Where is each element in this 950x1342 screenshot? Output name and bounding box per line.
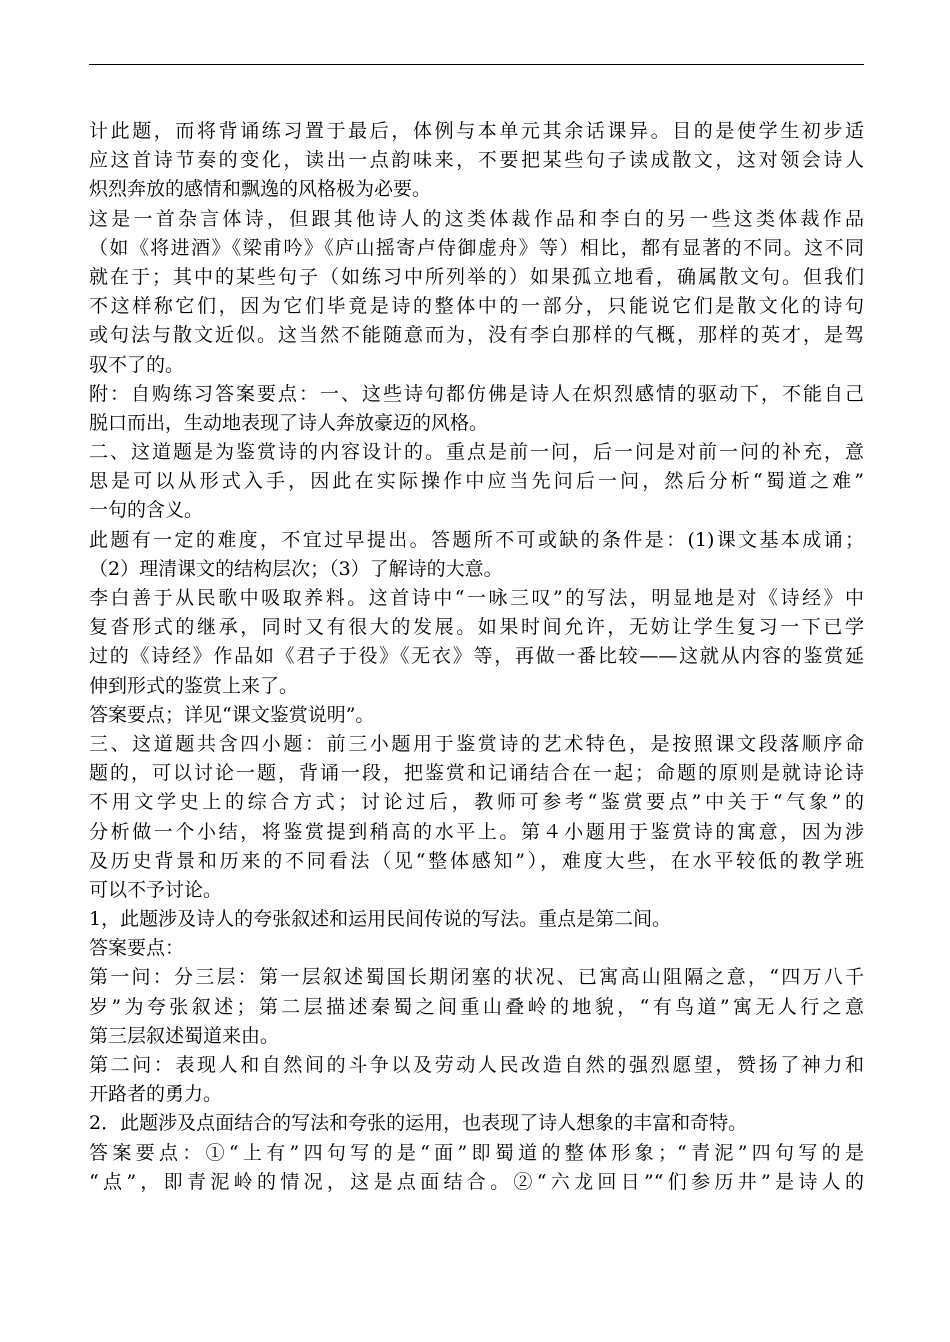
text-line: 可以不予讨论。: [89, 878, 223, 901]
text-line: 过的《诗经》作品如《君子于役》《无衣》等，再做一番比较——这就从内容的鉴赏延: [89, 645, 864, 668]
text-line: 驭不了的。: [89, 353, 185, 376]
text-line: 及历史背景和历来的不同看法（见“整体感知”），难度大些，在水平较低的教学班: [89, 849, 864, 872]
text-line: 三、这道题共含四小题：前三小题用于鉴赏诗的艺术特色，是按照课文段落顺序命: [89, 732, 864, 755]
text-line: 答案要点：: [89, 937, 185, 960]
text-line: 1，此题涉及诗人的夸张叙述和运用民间传说的写法。重点是第二间。: [89, 908, 672, 931]
text-line: 此题有一定的难度，不宜过早提出。答题所不可或缺的条件是：(1)课文基本成诵；: [89, 528, 864, 551]
text-line: 附：自购练习答案要点：一、这些诗句都仿佛是诗人在炽烈感情的驱动下，不能自己: [89, 382, 864, 405]
text-line: 二、这道题是为鉴赏诗的内容设计的。重点是前一问，后一问是对前一问的补充，意: [89, 441, 864, 464]
text-line: 计此题，而将背诵练习置于最后，体例与本单元其余话课异。目的是使学生初步适: [89, 120, 864, 142]
text-line: 分析做一个小结，将鉴赏提到稍高的水平上。第４小题用于鉴赏诗的寓意，因为涉: [89, 820, 864, 843]
text-line: “点”，即青泥岭的情况，这是点面结合。②“六龙回日”“们参历井”是诗人的: [89, 1170, 864, 1193]
text-line: 或句法与散文近似。这当然不能随意而为，没有李白那样的气概，那样的英才，是驾: [89, 324, 864, 347]
text-line: 不用文学史上的综合方式；讨论过后，教师可参考“鉴赏要点”中关于“气象”的: [89, 791, 864, 814]
text-line: 这是一首杂言体诗，但跟其他诗人的这类体裁作品和李白的另一些这类体裁作品: [89, 207, 864, 230]
text-line: 伸到形式的鉴赏上来了。: [89, 674, 299, 697]
text-line: 一句的含义。: [89, 499, 204, 522]
text-line: 应这首诗节奏的变化，读出一点韵味来，不要把某些句子读成散文，这对领会诗人: [89, 149, 864, 172]
text-line: 不这样称它们，因为它们毕竟是诗的整体中的一部分，只能说它们是散文化的诗句: [89, 295, 864, 318]
text-line: 脱口而出，生动地表现了诗人奔放豪迈的风格。: [89, 411, 489, 434]
text-line: 第三层叙述蜀道来由。: [89, 1024, 280, 1047]
text-line: 思是可以从形式入手，因此在实际操作中应当先问后一问，然后分析“蜀道之难”: [89, 470, 864, 493]
text-line: 题的，可以讨论一题，背诵一段，把鉴赏和记诵结合在一起；命题的原则是就诗论诗: [89, 762, 864, 785]
header-rule: [89, 64, 864, 65]
text-line: 就在于；其中的某些句子（如练习中所列举的）如果孤立地看，确属散文句。但我们: [89, 265, 864, 288]
text-line: 开路者的勇力。: [89, 1083, 223, 1106]
text-line: 炽烈奔放的感情和飘逸的风格极为必要。: [89, 178, 432, 201]
document-body: [89, 117, 864, 1197]
text-line: （2）理清课文的结构层次；（3）了解诗的大意。: [89, 557, 503, 580]
text-line: 答案要点：①“上有”四句写的是“面”即蜀道的整体形象；“青泥”四句写的是: [89, 1141, 864, 1164]
text-line: 答案要点；详见“课文鉴赏说明”。: [89, 703, 375, 726]
text-line: 2．此题涉及点面结合的写法和夸张的运用，也表现了诗人想象的丰富和奇特。: [89, 1112, 748, 1135]
text-line: 第一问：分三层：第一层叙述蜀国长期闭塞的状况、已寓高山阻隔之意，“四万八千: [89, 966, 864, 989]
text-line: 岁”为夸张叙述；第二层描述秦蜀之间重山叠岭的地貌，“有鸟道”寓无人行之意: [89, 995, 864, 1018]
text-line: 李白善于从民歌中吸取养料。这首诗中“一咏三叹”的写法，明显地是对《诗经》中: [89, 587, 864, 609]
text-line: 复沓形式的继承，同时又有很大的发展。如果时间允许，无妨让学生复习一下已学: [89, 616, 864, 639]
text-line: （如《将进酒》《梁甫吟》《庐山摇寄卢侍御虚舟》等）相比，都有显著的不同。这不同: [89, 236, 864, 259]
text-line: 第二问：表现人和自然间的斗争以及劳动人民改造自然的强烈愿望，赞扬了神力和: [89, 1054, 864, 1076]
